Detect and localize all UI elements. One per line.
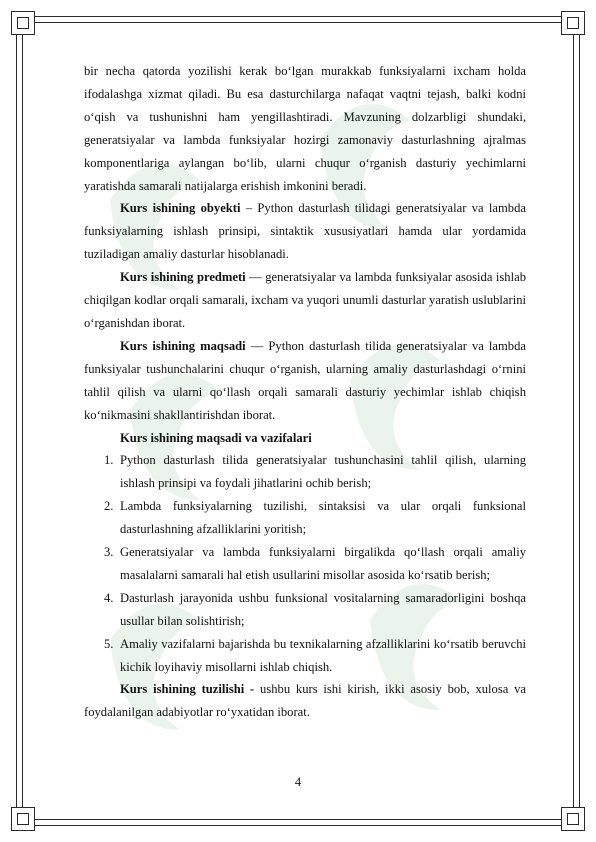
object-text: – Python dasturlash tilidagi generatsiyalar va lambda funksiyalarning ishlash prinsipi, sintaktik xususiyatlari hamda ular yordamida tuziladigan amaliy dasturlar hisoblanadi. [84, 201, 526, 262]
list-item [84, 449, 526, 495]
list-item-text: Amaliy vazifalarni bajarishda bu texnikalarning afzalliklarini ko‘rsatib beruvchi kichik loyihaviy misollarni ishlab chiqish. [120, 636, 526, 674]
list-item-text: Python dasturlash tilida generatsiyalar tushunchasini tahlil qilish, ularning ishlash prinsipi va foydali jihatlarini ochib berish; [120, 453, 526, 491]
list-item-text: Dasturlash jarayonida ushbu funksional vositalarning samaradorligini boshqa usullar bilan solishtirish; [120, 590, 526, 628]
structure-label: Kurs ishining tuzilishi - [120, 682, 255, 697]
tasks-heading: Kurs ishining maqsadi va vazifalari [120, 430, 312, 445]
corner-ornament [11, 807, 35, 831]
page-number: 4 [294, 775, 302, 789]
list-item [84, 541, 526, 587]
list-item [84, 495, 526, 541]
goal-text: — Python dasturlash tilida generatsiyalar va lambda funksiyalar tushunchalarini chuqur o‘rganish, ularning amaliy dasturlashdagi o‘rnini tahlil qilish va ularni qo‘llash orqali samarali dasturiy yechimlar ishlab chiqish ko‘nikmasini shakllantirishdan iborat. [84, 338, 526, 422]
list-item-text: Lambda funksiyalarning tuzilishi, sintaksisi va ular orqali funksional dasturlashning afzalliklarini yoritish; [120, 499, 526, 537]
list-item [84, 633, 526, 679]
list-item-number: 3. [104, 545, 114, 560]
corner-ornament [11, 11, 35, 35]
intro-paragraph: bir necha qatorda yozilishi kerak bo‘lgan murakkab funksiyalarni ixcham holda ifodalashga xizmat qiladi. Bu esa dasturchilarga nafaqat vaqtni tejash, balki kodni o‘qish va tushunishni ham yengillashtiradi. Mavzuning dolzarbligi shundaki, generatsiyalar va lambda funksiyalar hozirgi zamonaviy dasturlashning ajralmas komponentlariga aylangan bo‘lib, ularni chuqur o‘rganish dasturiy yechimlarni yaratishda samarali natijalarga erishish imkonini beradi. [84, 64, 526, 193]
object-paragraph [84, 197, 526, 266]
structure-paragraph [84, 678, 526, 724]
list-item [84, 587, 526, 633]
list-item-text: Generatsiyalar va lambda funksiyalarni birgalikda qo‘llash orqali amaliy masalalarni samarali hal etish usullarini misollar asosida ko‘rsatib berish; [120, 545, 526, 582]
goal-label: Kurs ishining maqsadi [120, 338, 246, 353]
subject-paragraph [84, 266, 526, 335]
subject-text: — generatsiyalar va lambda funksiyalar asosida ishlab chiqilgan kodlar orqali samarali, ixcham va yuqori unumli dasturlar yaratish uslublarini o‘rganishdan iborat. [84, 270, 526, 330]
tasks-list [84, 449, 526, 678]
list-item-number: 4. [104, 590, 114, 605]
corner-ornament [561, 11, 585, 35]
document-body [84, 60, 526, 724]
object-label: Kurs ishining obyekti [120, 201, 241, 216]
list-item-number: 2. [104, 499, 114, 514]
structure-text: ushbu kurs ishi kirish, ikki asosiy bob, xulosa va foydalanilgan adabiyotlar ro‘yxatidan iborat. [84, 682, 527, 720]
list-item-number: 1. [104, 453, 114, 468]
corner-ornament [561, 807, 585, 831]
list-item-number: 5. [104, 636, 114, 651]
subject-label: Kurs ishining predmeti [120, 270, 246, 285]
goal-paragraph [84, 335, 526, 427]
